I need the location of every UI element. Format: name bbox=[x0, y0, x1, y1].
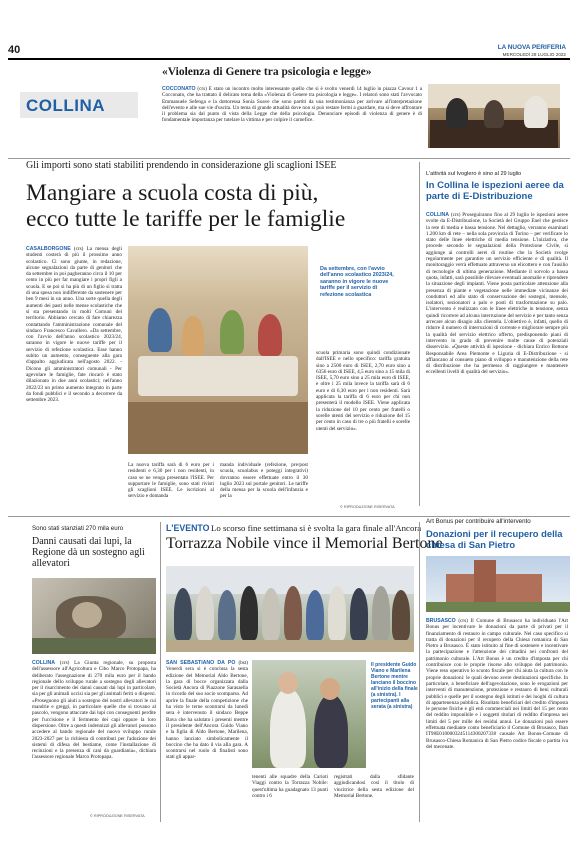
event-title: Torrazza Nobile vince il Memorial Bertone bbox=[166, 535, 443, 552]
main-story-title-2: ecco tutte le tariffe per le famiglie bbox=[26, 206, 346, 232]
wolves-title: Danni causati dai lupi, la Regione dà un sostegno agli allevatori bbox=[32, 536, 145, 570]
sidebar-text: (crs) Proseguiranno fino al 29 luglio le ispezioni aeree svolte da E-Distribuzione, la Società del Gruppo Enel che gestisce la rete di media e bassa tensione. Nel dettaglio, verranno esaminati 1.200 km di rete – nella sola provincia di Torino – per verificare lo stato delle linee elettriche di media tensione. L'iniziativa, che procede secondo le segnalazioni della Protezione Civile, si aggiunge ai controlli aerei di routine che la Società svolge regolarmente per garantire un servizio efficiente e di qualità. Il monitoraggio verrà effettuato attraverso un elicottero e con l'ausilio di tecnologie di ultima generazione. Mediante il sorvolo a bassa quota, infatti, sarà possibile rilevare eventuali anomalie e riprendere la situazione degli impianti. Viene posta particolare attenzione alla presenza di piante e vegetazione nelle immediate vicinanze dei conduttori ed allo stato di conservazione dei sostegni, mensole, isolatori, sezionatori a palo e posti di trasformazione su palo. L'intervento è realizzato con le linee elettriche in tensione, senza quindi ricorrere ad alcuna interruzione del servizio e per tanto senza arrecare alcun disagio alla clientela. L'obiettivo è, infatti, quello di ridurre il numero di interruzioni di corrente e migliorare sempre più la qualità del servizio elettrico offerto, predisponendo piani di intervento in grado di prevenire molte cause di potenziali disservizio. «Queste attività di ispezione - dichiara Enrico Bottone Responsabile Area Piemonte e Liguria di E-Distribuzione - si affiancano al consueto piano di sviluppo e manutenzione della rete di distribuzione che ha permesso di raggiungere e mantenere eccellenti livelli di qualità del servizio». bbox=[426, 212, 568, 376]
wolves-kicker: COLLINA bbox=[32, 660, 56, 666]
bonus-kicker: BRUSASCO bbox=[426, 618, 456, 624]
bonus-divider bbox=[419, 522, 420, 822]
church-photo bbox=[426, 556, 570, 612]
top-story-text: (crs) È stato un incontro molto interessante quello che si è svolto venerdì 14 luglio in piazza Cavour 1 a Cocconato, che ha trattato il delicato tema della «Violenza di Genere tra psicologia e legge». I relatori sono stati l'avvocato Emmanuele Sefenga e la dottoressa Sonia Soave che sono partiti da una testimonianza per arrivare all'interpretazione dell'evento e alle sue vie d'uscita. Un tema di grande attualità dove non si può restare fermi a guardare, ma si deve affrontare il problema sia dal punto di vista della Legge che della psicologia. Denunciare episodi di violenza di genere è di fondamentale importanza per tutelare la vittima e per colpire il carnefice. bbox=[162, 86, 422, 124]
sidebar-title: In Collina le ispezioni aeree da parte di E-Distribuzione bbox=[426, 180, 564, 202]
event-kicker: SAN SEBASTIANO DA PO bbox=[166, 660, 236, 666]
main-story-title-1: Mangiare a scuola costa di più, bbox=[26, 180, 319, 206]
main-story-overline: Gli importi sono stati stabiliti prendendo in considerazione gli scaglioni ISEE bbox=[26, 160, 337, 171]
event-divider bbox=[160, 522, 161, 822]
main-story-caption: Da settembre, con l'avvio dell'anno scolastico 2023/24, saranno in vigore le nuove tariffe per il servizio di refezione scolastica bbox=[320, 266, 394, 298]
event-tag: L'EVENTO bbox=[166, 523, 210, 533]
main-story-kicker: CASALBORGONE bbox=[26, 246, 71, 252]
paper-name: LA NUOVA PERIFERIA bbox=[497, 44, 566, 51]
wolves-body bbox=[32, 660, 156, 812]
section-label: COLLINA bbox=[26, 96, 106, 115]
bonus-text: (crs) Il Comune di Brusasco ha individuato l'Art Bonus per incentivare le donazioni da parte di privati per il finanziamento di restauro in campo culturale. Nel caso specifico si tratta di donazioni per il recupero della Chiesa romanica di San Pietro a Brusasco. È stato istituito al fine di sostenere e incentivare la partecipazione e l'attenzione dei cittadini nei confronti del patrimonio culturale. L'Art Bonus è un credito d'imposta per chi contribuisce con le proprie risorse allo sviluppo del patrimonio. Viene reso operativo lo sconto fiscale per chi aiuta la cultura con le proprie donazioni: le quali devono avere destinazioni specifiche. In particolare, a beneficiare dell'agevolazione, sono le erogazioni per interventi di manutenzione, protezione e restauro di beni culturali pubblici e quelle per il sostegno degli istituti e dei luoghi di cultura di appartenenza pubblica. Risultato beneficiari del credito d'imposta le persone fisiche e gli enti commerciali nei limiti del 15 per cento del reddito imponibile e i soggetti titolari di reddito d'impresa nei limiti del 5 per mille dei residui annui. Le donazioni può essere effettuata mediante conto beneficiario il Comune di Brusasco, Iban IT98E0100003245114300207338 causale Art Bonus-Comune di Brusasco-Chiesa Romanica di San Pietro codice fiscale o partita iva del mecenate. bbox=[426, 618, 568, 750]
bonus-title: Donazioni per il recupero della chiesa di San Pietro bbox=[426, 528, 563, 550]
bonus-body bbox=[426, 618, 568, 814]
sidebar-kicker: COLLINA bbox=[426, 212, 450, 218]
event-col1 bbox=[166, 660, 248, 812]
event-col3: registrati dalla sfidante aggiudicandosi così il titolo di vincitrice della sesta edizione del Memorial Bertone. bbox=[334, 774, 414, 799]
main-story-col2: La nuova tariffa sarà di 6 euro per i residenti e 6,30 per i non residenti, in caso se ne venga presentato l'ISEE. Per supportare le famiglie, sono stati rivisti gli scaglioni ISEE. Le iscrizioni al servizio e domanda bbox=[128, 462, 214, 500]
main-story-col1-text: (crs) La mensa degli studenti costerà di più il prossimo anno scolastico. Ci sono giunte, in redazione, alcune segnalazioni da parte di genitori che da settembre in poi pagheranno circa il 10 per cento in più per far mangiare i propri figli a scuola. E se poi si ha più di un figlio si tratta di una spesa non indifferente da sostenere per ben 9 mesi in un anno. Una sorte quella degli aumenti dei pasti nelle mense scolastiche che si sta presentando in molti Comuni del territorio. Abbiamo cercato di fare chiarezza contattando l'amministrazione comunale del sindaco Francesco Cavallero. «Da settembre, con l'avvio dell'anno scolastico 2023/24, saranno in vigore le nuove tariffe per il servizio di refezione scolastica. Esse hanno subìto un aumento, conseguente alla gara d'appalto aggiudicata nell'agosto 2022. - Dicono gli amministratori comunali - Per agevolare le famiglie, fate rincarò è stato dilazionato in due anni scolastici; nell'anno 2022/23 un primo aumento integrato in parte da fondi pubblici e il secondo a decorrere da settembre 2023. bbox=[26, 246, 122, 404]
sidebar-body bbox=[426, 212, 568, 506]
wolves-text: (crs) La Giunta regionale, su proposta dell'assessore all'Agricoltura e Cibo Marco Protopapa, ha deliberato l'assegnazione di 270 mila euro per il bando regionale dello sviluppo rurale a sostegno degli allevatori per il risarcimento dei danni causati dai lupi in particolare, sia per gli animali uccisi sia per gli animali feriti o dispersi. «Proseguono gli aiuti a sostegno dei nostri allevatori le cui mandrie e greggi, in particolare quelle che si trovano al pascolo, vengono attaccate dai lupi con conseguenti perdite per l'uccisione e il ferimento dei capi oppure la loro dispersione. Oltre a questi indennizzi gli allevatori possono accedere al bando regionale del nuovo sviluppo rurale 2023-2027 per la richiesta di contributi per l'adozione dei sistemi di difesa del bestiame, come l'installazione di recinzioni e la presenza di cani da guardiania», dichiara l'assessore regionale Marco Protopapa. bbox=[32, 660, 156, 761]
conference-photo bbox=[428, 84, 560, 148]
bonus-overline: Art Bonus per contribuire all'intervento bbox=[426, 518, 531, 525]
middle-rule bbox=[8, 516, 570, 517]
top-story-rule bbox=[8, 158, 570, 159]
issue-date: MERCOLEDÌ 28 LUGLIO 2022 bbox=[502, 52, 566, 57]
participants-photo bbox=[166, 566, 414, 652]
main-story-col1 bbox=[26, 246, 122, 512]
header-rule bbox=[8, 58, 570, 60]
sidebar-divider bbox=[419, 162, 420, 506]
event-caption: Il presidente Guido Viano e Marilena Bertone mentre lanciano il boccino all'inizio della finale (a sinistra). I partecipanti alla serata (a sinistra) bbox=[371, 662, 418, 710]
top-story-title: «Violenza di Genere tra psicologia e legge» bbox=[162, 66, 372, 78]
sidebar-overline: L'attività sul Ivoglero è sino al 29 luglio bbox=[426, 171, 522, 177]
main-story-col3: manda individuale (refezione, pre/post scuola, scuolabus e poteggi integrativi) dovranno essere effettuate entro il 30 luglio 2023 sul portale genitori. Le tariffe della mensa per la scuola dell'infanzia e per la bbox=[220, 462, 308, 500]
top-story-kicker: COCCONATO bbox=[162, 86, 196, 92]
wolves-credit: © RIPRODUZIONE RISERVATA bbox=[90, 814, 145, 818]
top-story-body bbox=[162, 86, 422, 150]
wolves-overline: Sono stati stanziati 270 mila euro bbox=[32, 525, 124, 532]
wolf-photo bbox=[32, 578, 156, 654]
event-col2: tenenti alle squadre della Carioti Viaggi contro la Torrazza Nobile: quest'ultima ha guadagnato 13 punti contro i 6 bbox=[252, 774, 328, 799]
event-col1-text: (bst) Venerdì sera si è conclusa la sesta edizione del Memorial Aldo Bertone, la gara di bocce organizzata dalla Società Ancora di Piazzone Sarasaella in ricordo del suo socio scomparso. Ad aprire la finale della competizione che ha visto le terne scontrarsi da lunedì sera è intervenuto il sindaco Beppe Bava che ha salutato i presenti mentre il presidente dell'Ancora Guido Viano e la figlia di Aldo Bertone, Marilena, hanno lanciato simbolicamente il boccino che ha dato il via alla gara. A scontrarsi nel ruolo di finalisti sono stati gli appar- bbox=[166, 660, 248, 761]
school-canteen-photo bbox=[128, 246, 308, 454]
main-story-col4: scuola primaria sono quindi condizionate dall'ISEE e nello specifico: tariffa gratuita sino a 2500 euro di ISEE, 2,70 euro sino a 6356 euro di ISEE, 4,5 euro sino a 15 mila di ISEE, 5,70 euro sino a 25 mila euro di ISEE, e oltre i 25 mila invece la tariffa sarà di 6 euro e di 6,30 euro per i non residenti. Sarà applicata la tariffa di 6 euro per chi non presenterà il modello ISEE. Viene applicata la riduzione del 10 per cento per fratelli o sorelle utenti del servizio e riduzione del 15 per cento in caso di tre o più fratelli e sorelle utenti del servizio». bbox=[316, 350, 410, 432]
boccino-photo bbox=[252, 660, 366, 768]
page-number: 40 bbox=[8, 44, 21, 56]
main-story-credit: © RIPRODUZIONE RISERVATA bbox=[340, 505, 395, 509]
event-overline: Lo scorso fine settimana si è svolta la gara finale all'Ancora bbox=[211, 523, 422, 533]
